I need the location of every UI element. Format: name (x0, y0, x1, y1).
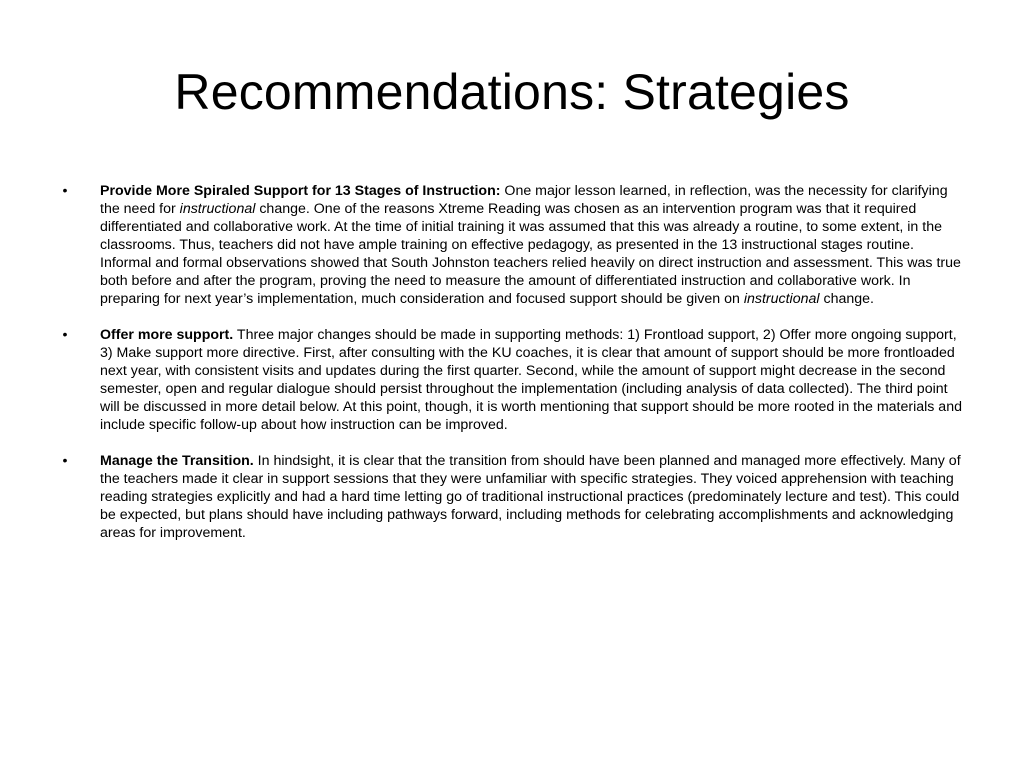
bullet-lead: Provide More Spiraled Support for 13 Stages of Instruction: (100, 183, 501, 199)
bullet-icon: • (62, 183, 68, 199)
slide-title: Recommendations: Strategies (174, 64, 850, 120)
slide-body (58, 182, 968, 560)
bullet-spiraled-support (58, 182, 968, 308)
bullet-manage-transition (58, 452, 968, 542)
bullet-text: Three major changes should be made in supporting methods: 1) Frontload support, 2) Offer more ongoing support, 3) Make support more directive. First, after consulting with the KU coaches, it is clear that amount of support should be more frontloaded next year, with consistent visits and updates during the first quarter. Second, while the amount of support might decrease in the second semester, open and regular dialogue should persist throughout the implementation (including analysis of data collected). The third point will be discussed in more detail below. At this point, though, it is worth mentioning that support should be more rooted in the materials and include specific follow-up about how instruction can be improved. (100, 327, 962, 433)
bullet-emphasis: instructional (179, 201, 256, 217)
bullet-icon: • (62, 453, 68, 469)
bullet-lead: Offer more support. (100, 327, 234, 343)
bullet-text: change. One of the reasons Xtreme Reading was chosen as an intervention program was that it required differentiated and collaborative work. At the time of initial training it was assumed that this was already a routine, to some extent, in the classrooms. Thus, teachers did not have ample training on effective pedagogy, as presented in the 13 instructional stages routine. Informal and formal observations showed that South Johnston teachers relied heavily on direct instruction and assessment. This was true both before and after the program, proving the need to measure the amount of differentiated instruction and collaborative work. In preparing for next year’s implementation, much consideration and focused support should be given on (100, 201, 961, 307)
bullet-icon: • (62, 327, 68, 343)
bullet-text: In hindsight, it is clear that the transition from should have been planned and managed more effectively. Many of the teachers made it clear in support sessions that they were unfamiliar with specific strategies. They voiced apprehension with teaching reading strategies explicitly and had a hard time letting go of traditional instructional practices (predominately lecture and test). This could be expected, but plans should have including pathways forward, including methods for celebrating accomplishments and acknowledging areas for improvement. (100, 453, 961, 541)
bullet-offer-support (58, 326, 968, 434)
bullet-emphasis: instructional (743, 291, 820, 307)
bullet-lead: Manage the Transition. (100, 453, 254, 469)
bullet-text: One major lesson learned, in reflection, was the necessity for clarifying the need for (100, 183, 948, 217)
bullet-text: change. (819, 291, 874, 307)
